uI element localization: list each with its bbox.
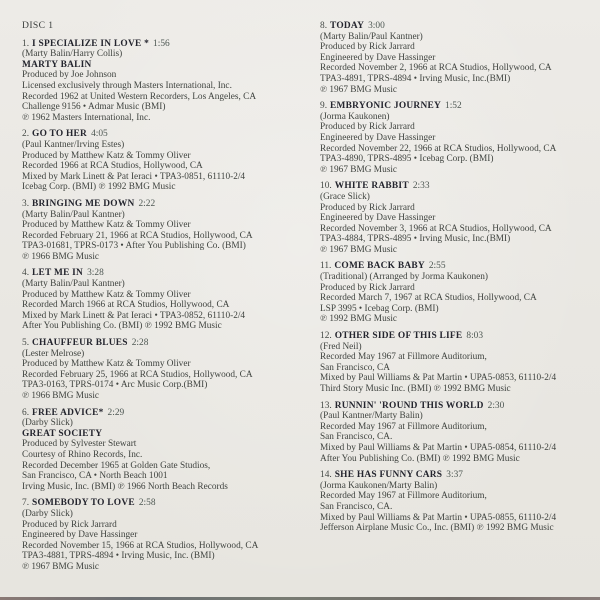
track-credit-line: Recorded 1962 at United Western Recorders, Los Angeles, CA	[22, 91, 257, 102]
track-column-2	[320, 21, 596, 540]
track-credit-line: Produced by Joe Johnson	[22, 70, 117, 81]
track-credit-line: TPA3-4881, TPRS-4894 • Irving Music, Inc. (BMI)	[22, 551, 215, 562]
track-time: 2:58	[138, 498, 156, 509]
track-title: FREE ADVICE*	[32, 407, 104, 418]
track-writers: (Fred Neil)	[320, 341, 362, 352]
track-credit-line: ℗ 1967 BMG Music	[320, 164, 398, 175]
track-credit-line: TPA3-4891, TPRS-4894 • Irving Music, Inc.(BMI)	[320, 73, 511, 84]
track-number: 9.	[320, 101, 328, 112]
track-heading	[320, 21, 596, 32]
track-credit-line: Recorded November 15, 1966 at RCA Studios, Hollywood, CA	[22, 540, 259, 551]
track-artist: MARTY BALIN	[22, 59, 92, 70]
track-credit-line: Mixed by Paul Williams & Pat Martin • UPA5-0855, 61110-2/4	[320, 512, 557, 523]
track-credit-line: Produced by Matthew Katz & Tommy Oliver	[22, 150, 191, 161]
track-credit-line: Recorded February 21, 1966 at RCA Studios, Hollywood, CA	[22, 230, 253, 241]
track-entry	[320, 401, 596, 465]
track-credit-line: Produced by Rick Jarrard	[22, 519, 117, 530]
track-title: LET ME IN	[32, 268, 84, 279]
track-heading	[22, 498, 308, 509]
track-time: 2:28	[131, 338, 149, 349]
track-entry	[320, 101, 596, 175]
track-credit-line: ℗ 1962 Masters International, Inc.	[22, 112, 151, 123]
track-title: COME BACK BABY	[334, 261, 425, 272]
track-heading	[320, 401, 596, 412]
track-writers: (Grace Slick)	[320, 191, 370, 202]
track-title: WHITE RABBIT	[334, 181, 409, 192]
track-heading	[320, 331, 596, 342]
track-writers: (Marty Balin/Paul Kantner)	[22, 209, 125, 220]
track-number: 11.	[320, 261, 332, 272]
track-heading	[22, 338, 308, 349]
track-title: SHE HAS FUNNY CARS	[334, 470, 443, 481]
track-credit-line: Mixed by Paul Williams & Pat Martin • UPA5-0854, 61110-2/4	[320, 442, 557, 453]
track-credit-line: Mixed by Paul Williams & Pat Martin • UPA5-0853, 61110-2/4	[320, 373, 557, 384]
track-credit-line: San Francisco, CA • North Beach 1001	[22, 471, 168, 482]
track-credit-line: Mixed by Mark Linett & Pat Ieraci • TPA3-0851, 61110-2/4	[22, 171, 246, 182]
track-credit-line: Produced by Rick Jarrard	[320, 42, 415, 53]
track-credit-line: ℗ 1966 BMG Music	[22, 391, 100, 401]
track-credit-line: Engineered by Dave Hassinger	[320, 132, 436, 143]
track-heading	[22, 39, 308, 50]
track-time: 2:30	[487, 400, 505, 411]
track-heading	[22, 408, 308, 419]
track-time: 2:29	[107, 407, 125, 418]
track-writers: (Paul Kantner/Irving Estes)	[22, 139, 125, 150]
track-entry	[22, 129, 308, 193]
track-credit-line: TPA3-0163, TPRS-0174 • Arc Music Corp.(BMI)	[22, 380, 208, 391]
track-credit-line: TPA3-4890, TPRS-4895 • Icebag Corp. (BMI)	[320, 154, 494, 165]
track-credit-line: Irving Music, Inc. (BMI) ℗ 1966 North Beach Records	[22, 481, 228, 492]
track-title: SOMEBODY TO LOVE	[32, 498, 135, 509]
track-credit-line: Produced by Rick Jarrard	[320, 122, 415, 133]
track-title: TODAY	[330, 21, 365, 31]
track-credit-line: Recorded November 3, 1966 at RCA Studios, Hollywood, CA	[320, 223, 552, 234]
track-heading	[320, 181, 596, 192]
track-credit-line: Recorded March 7, 1967 at RCA Studios, Hollywood, CA	[320, 293, 537, 304]
track-title: I SPECIALIZE IN LOVE *	[32, 38, 150, 49]
track-credit-line: Third Story Music Inc. (BMI) ℗ 1992 BMG Music	[320, 384, 511, 394]
track-time: 1:56	[153, 38, 170, 49]
track-entry	[22, 199, 308, 263]
track-credit-line: Recorded December 1965 at Golden Gate Studios,	[22, 460, 211, 471]
track-number: 10.	[320, 181, 332, 192]
track-title: EMBRYONIC JOURNEY	[330, 101, 441, 112]
track-credit-line: Recorded November 22, 1966 at RCA Studios, Hollywood, CA	[320, 143, 557, 154]
track-credit-line: ℗ 1967 BMG Music	[22, 561, 100, 572]
track-title: GO TO HER	[32, 129, 88, 140]
track-credit-line: Icebag Corp. (BMI) ℗ 1992 BMG Music	[22, 182, 176, 193]
track-credit-line: ℗ 1967 BMG Music	[320, 244, 398, 255]
track-credit-line: San Francisco, CA	[320, 362, 390, 373]
track-credit-line: Produced by Sylvester Stewart	[22, 439, 137, 450]
track-credit-line: After You Publishing Co. (BMI) ℗ 1992 BMG Music	[22, 321, 222, 332]
track-entry	[320, 470, 596, 534]
track-credit-line: Courtesy of Rhino Records, Inc.	[22, 449, 143, 460]
track-writers: (Marty Balin/Harry Collis)	[22, 49, 123, 60]
track-credit-line: Recorded March 1966 at RCA Studios, Hollywood, CA	[22, 300, 230, 311]
track-time: 3:37	[446, 470, 463, 481]
track-entry	[22, 268, 308, 332]
track-column-1	[22, 21, 308, 579]
track-writers: (Paul Kantner/Marty Balin)	[320, 411, 423, 422]
track-number: 4.	[22, 268, 30, 279]
track-title: OTHER SIDE OF THIS LIFE	[334, 331, 463, 342]
track-entry	[320, 331, 596, 395]
track-time: 8:03	[466, 331, 484, 342]
track-time: 2:55	[428, 261, 446, 272]
track-time: 1:52	[445, 101, 462, 112]
track-number: 1.	[22, 38, 30, 49]
track-credit-line: Recorded May 1967 at Fillmore Auditorium,	[320, 421, 487, 432]
track-credit-line: After You Publishing Co. (BMI) ℗ 1992 BMG Music	[320, 453, 520, 464]
track-writers: (Marty Balin/Paul Kantner)	[22, 279, 125, 290]
track-artist: GREAT SOCIETY	[22, 428, 103, 439]
track-number: 8.	[320, 21, 328, 31]
track-heading	[320, 470, 596, 481]
track-credit-line: Recorded November 2, 1966 at RCA Studios, Hollywood, CA	[320, 63, 552, 74]
track-heading	[22, 199, 308, 210]
track-writers: (Lester Melrose)	[22, 348, 85, 359]
track-heading	[22, 129, 308, 140]
track-credit-line: San Francisco, CA.	[320, 432, 393, 443]
track-credit-line: Recorded May 1967 at Fillmore Auditorium,	[320, 352, 487, 363]
track-title: RUNNIN' 'ROUND THIS WORLD	[334, 400, 484, 411]
track-credit-line: Produced by Matthew Katz & Tommy Oliver	[22, 289, 191, 300]
track-heading	[22, 268, 308, 279]
track-time: 3:00	[368, 21, 385, 31]
track-writers: (Marty Balin/Paul Kantner)	[320, 31, 423, 42]
track-credit-line: Produced by Matthew Katz & Tommy Oliver	[22, 220, 191, 231]
track-credit-line: Engineered by Dave Hassinger	[22, 530, 138, 541]
track-number: 12.	[320, 331, 332, 342]
track-number: 5.	[22, 338, 30, 349]
track-credit-line: ℗ 1966 BMG Music	[22, 251, 100, 262]
track-heading	[320, 101, 596, 112]
track-title: BRINGING ME DOWN	[32, 198, 135, 209]
track-time: 3:28	[87, 268, 104, 279]
track-credit-line: Engineered by Dave Hassinger	[320, 52, 436, 63]
track-credit-line: Produced by Rick Jarrard	[320, 202, 415, 213]
track-time: 2:33	[412, 181, 430, 192]
track-credit-line: Licensed exclusively through Masters International, Inc.	[22, 80, 232, 91]
disc-label: DISC 1	[22, 20, 54, 31]
track-writers: (Jorma Kaukonen/Marty Balin)	[320, 480, 438, 491]
track-credit-line: TPA3-01681, TPRS-0173 • After You Publishing Co. (BMI)	[22, 241, 246, 252]
track-number: 2.	[22, 129, 30, 140]
track-writers: (Traditional) (Arranged by Jorma Kaukonen)	[320, 272, 488, 283]
track-credit-line: Recorded February 25, 1966 at RCA Studios, Hollywood, CA	[22, 369, 253, 380]
track-credit-line: Produced by Rick Jarrard	[320, 282, 415, 293]
track-entry	[320, 261, 596, 325]
track-number: 13.	[320, 400, 332, 411]
track-credit-line: San Francisco, CA.	[320, 501, 393, 512]
track-entry	[22, 39, 308, 124]
track-number: 3.	[22, 198, 30, 209]
track-entry	[22, 338, 308, 402]
track-number: 6.	[22, 407, 30, 418]
track-number: 14.	[320, 470, 332, 481]
track-title: CHAUFFEUR BLUES	[32, 338, 128, 349]
track-entry	[22, 408, 308, 493]
track-number: 7.	[22, 498, 30, 509]
track-credit-line: Mixed by Mark Linett & Pat Ieraci • TPA3-0852, 61110-2/4	[22, 310, 246, 321]
track-credit-line: Jefferson Airplane Music Co., Inc. (BMI) ℗ 1992 BMG Music	[320, 523, 554, 534]
track-heading	[320, 261, 596, 272]
track-credit-line: ℗ 1967 BMG Music	[320, 84, 398, 95]
track-credit-line: Produced by Matthew Katz & Tommy Oliver	[22, 359, 191, 370]
track-writers: (Darby Slick)	[22, 508, 73, 519]
track-time: 2:22	[138, 198, 156, 209]
track-credit-line: TPA3-4884, TPRS-4895 • Irving Music, Inc.(BMI)	[320, 234, 511, 245]
track-writers: (Jorma Kaukonen)	[320, 111, 390, 122]
track-credit-line: LSP 3995 • Icebag Corp. (BMI)	[320, 303, 439, 314]
track-entry	[320, 181, 596, 255]
track-time: 4:05	[91, 129, 108, 140]
track-credit-line: Engineered by Dave Hassinger	[320, 213, 436, 224]
track-writers: (Darby Slick)	[22, 418, 73, 429]
track-entry	[22, 498, 308, 572]
track-credit-line: Recorded 1966 at RCA Studios, Hollywood, CA	[22, 161, 203, 172]
track-credit-line: ℗ 1992 BMG Music	[320, 314, 398, 325]
track-credit-line: Challenge 9156 • Admar Music (BMI)	[22, 102, 166, 113]
track-credit-line: Recorded May 1967 at Fillmore Auditorium,	[320, 491, 487, 502]
track-entry	[320, 21, 596, 95]
